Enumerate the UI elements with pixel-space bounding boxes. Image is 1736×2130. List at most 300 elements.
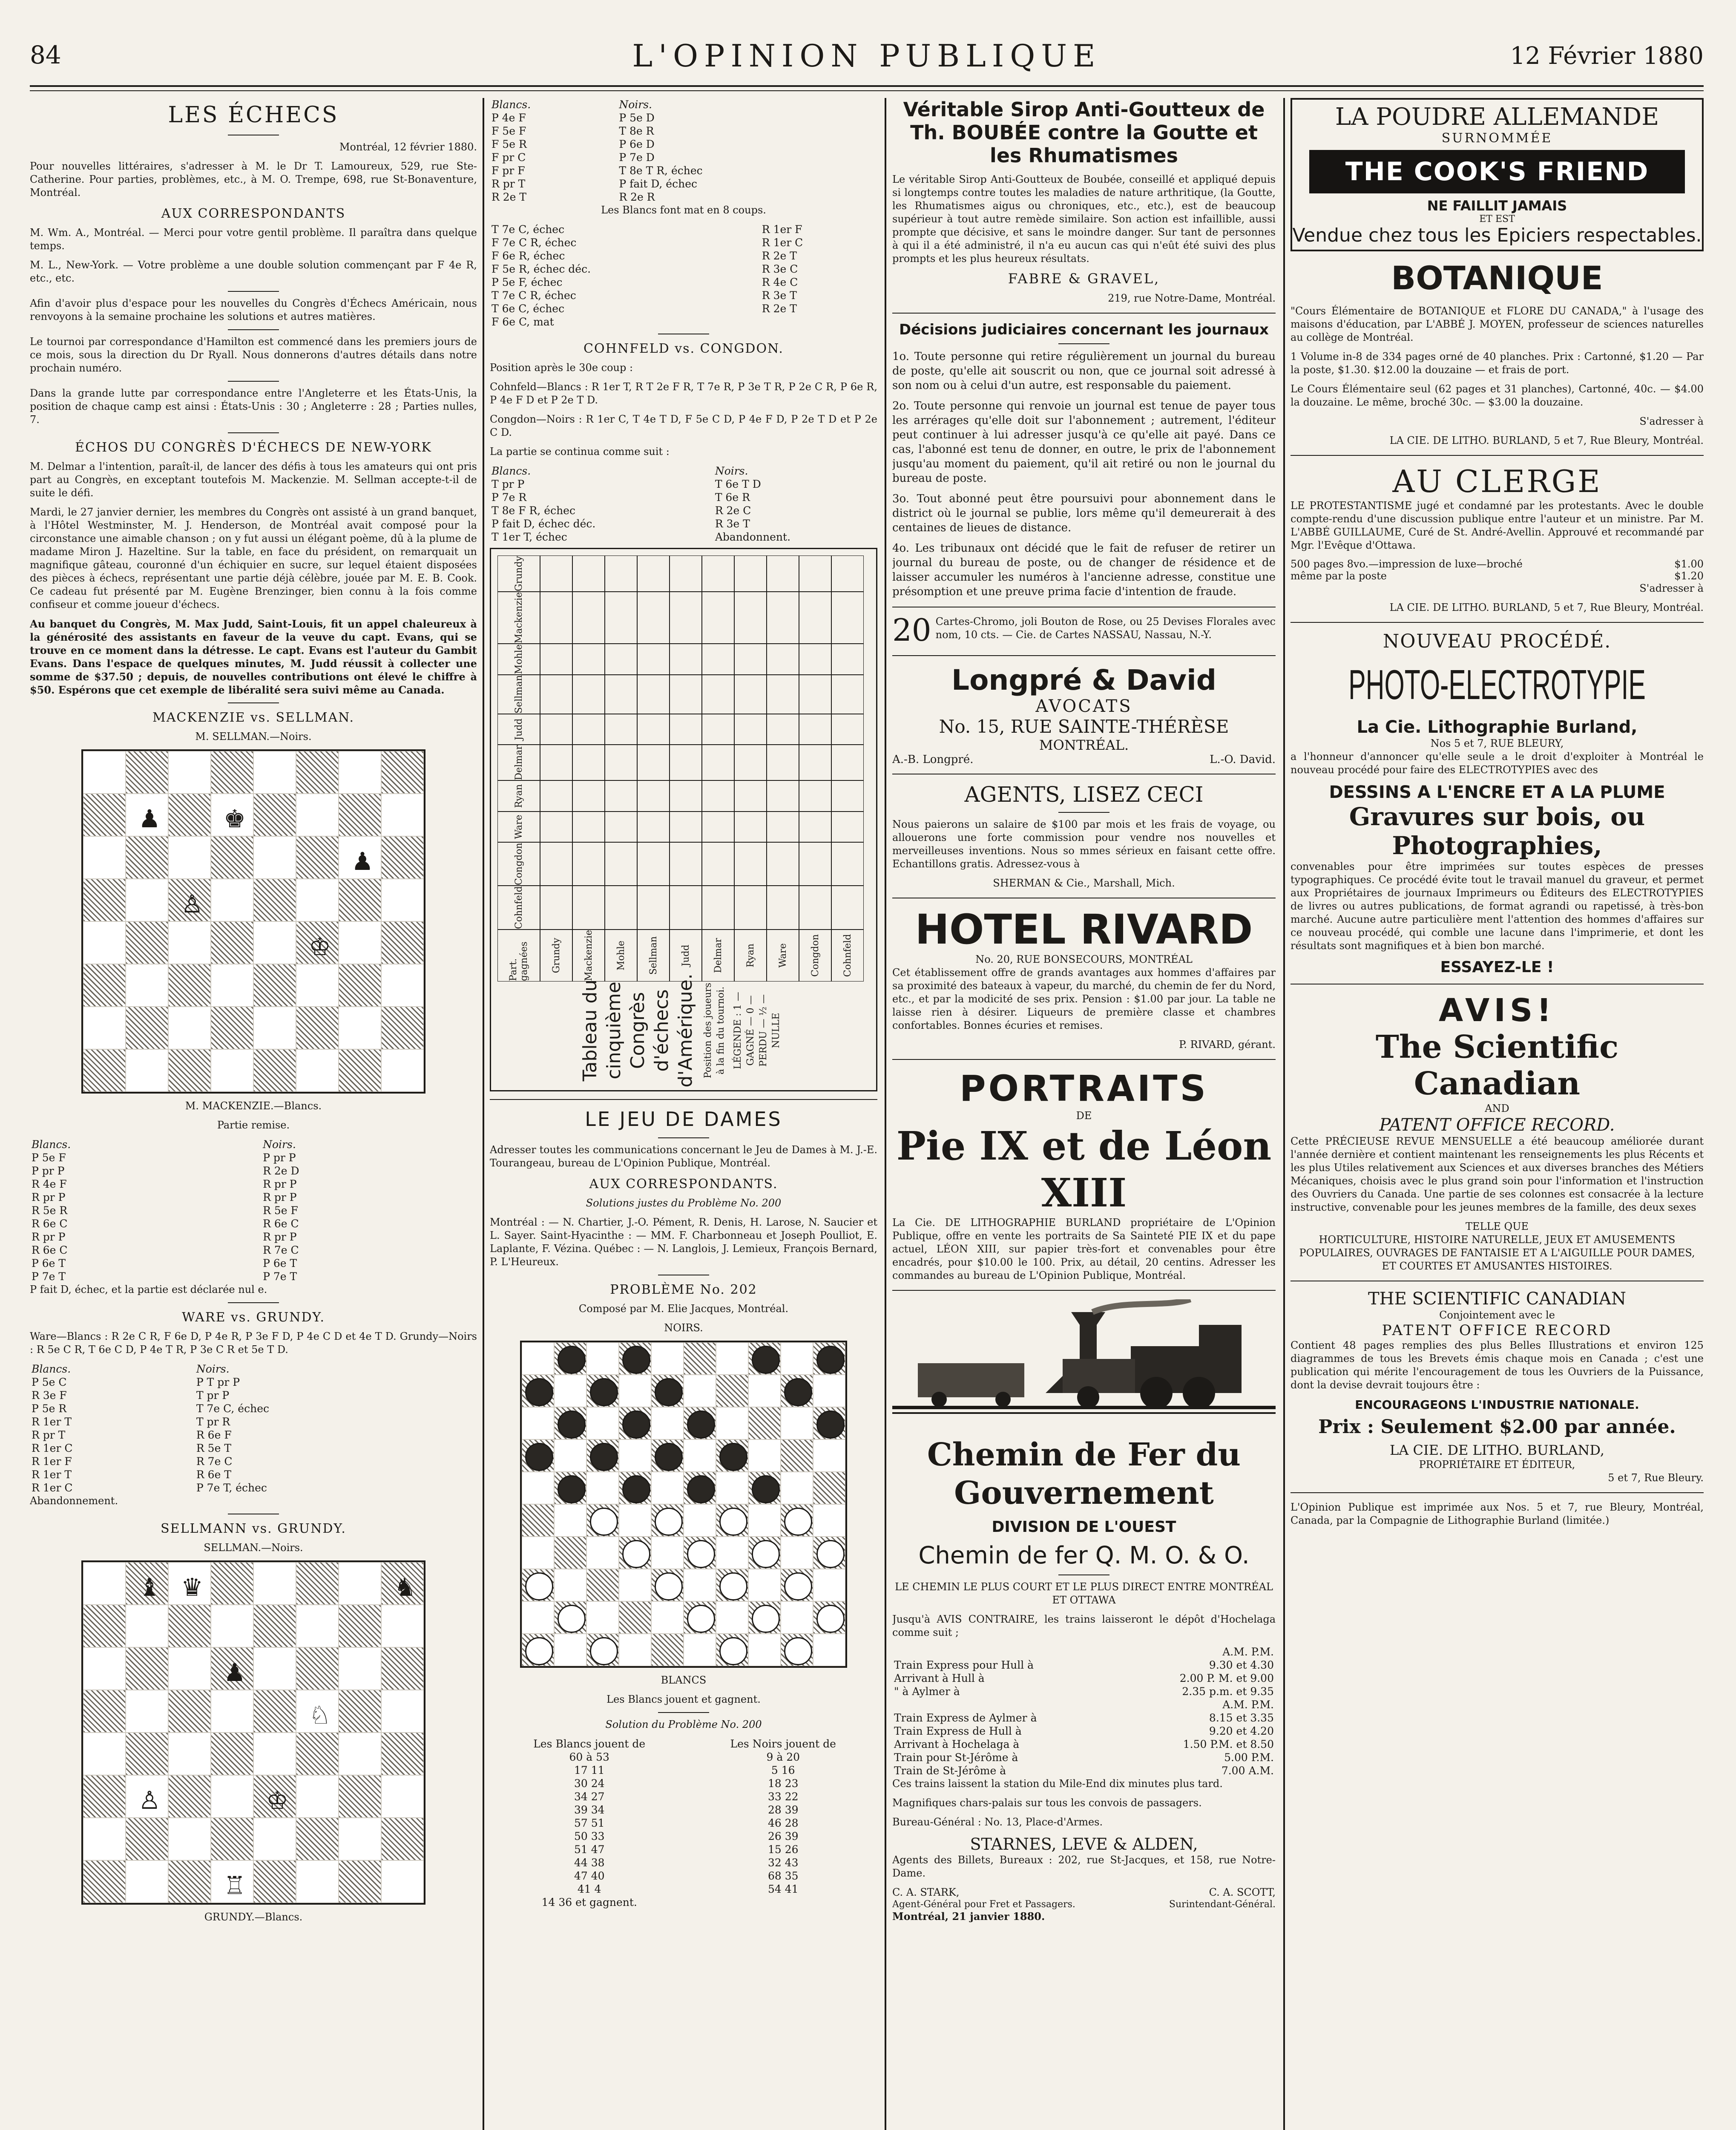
- board-square: [781, 1342, 813, 1375]
- board-square: [781, 1375, 813, 1407]
- board-square: [586, 1342, 619, 1375]
- schedule-label: Train Express de Aylmer à: [894, 1712, 1037, 1724]
- white-checker-icon: [622, 1540, 650, 1568]
- board-square: [813, 1504, 845, 1537]
- price-value: $1.00: [1674, 558, 1704, 570]
- score-cell: [605, 675, 637, 714]
- black-checker-icon: [525, 1378, 553, 1406]
- chess-intro: Pour nouvelles littéraires, s'adresser à M. le Dr T. Lamoureux, 529, rue Ste-Catherine. Pour parties, problèmes, etc., à M. O. Trempe, 698, rue St-Bonaventure, Montréal.: [30, 160, 477, 199]
- gravures-title: Gravures sur bois, ou Photographies,: [1349, 802, 1645, 860]
- solution-row: [490, 1882, 877, 1896]
- solution-move: 57 51: [574, 1817, 605, 1829]
- score-cell: [767, 592, 799, 644]
- game-position: La partie se continua comme suit :: [490, 446, 670, 458]
- player-header: Mackenzie: [497, 592, 540, 644]
- clerge-text: LE PROTESTANTISME jugé et condamné par les protestants. Avec le double compte-rendu d'une discussion publique entre l'auteur et un ministre. Par M. L'ABBÉ GUILLAUME, Curé de St. André-Avellin. Approuvé et recommandé par Mgr. l'Evêque d'Ottawa.: [1291, 500, 1704, 551]
- moves-table: [30, 1362, 477, 1494]
- board-square: [586, 1504, 619, 1537]
- score-cell: [637, 592, 670, 644]
- board-square: [748, 1634, 781, 1666]
- schedule-time: 9.30 et 4.30: [1209, 1659, 1274, 1671]
- solution-move: 34 27: [574, 1790, 605, 1803]
- move: T 8e R: [619, 125, 654, 137]
- move: R 5e F: [263, 1204, 298, 1217]
- conjointement: Conjointement avec le: [1439, 1309, 1555, 1321]
- score-cell: [734, 556, 767, 592]
- solution-move: 14 36 et gagnent.: [541, 1896, 637, 1908]
- score-cell: [670, 842, 702, 886]
- partner-name: L.-O. David.: [1210, 753, 1276, 766]
- solution-row: [490, 1896, 877, 1909]
- chess-heading: LES ÉCHECS: [168, 102, 339, 128]
- move: P 7e D: [619, 151, 655, 164]
- games-column: [490, 98, 877, 2130]
- solution-move: 28 39: [767, 1804, 799, 1816]
- longpre-subtitle: AVOCATS: [1035, 697, 1132, 716]
- move: R 6e C: [32, 1244, 68, 1256]
- board-square: [813, 1634, 845, 1666]
- white-checker-icon: [590, 1637, 618, 1665]
- divider: [658, 1137, 709, 1138]
- score-cell: [540, 675, 572, 714]
- board-square: [748, 1407, 781, 1439]
- score-cell: [670, 780, 702, 811]
- move: R 5e R: [32, 1204, 68, 1217]
- railway-route: LE CHEMIN LE PLUS COURT ET LE PLUS DIRECT ENTRE MONTRÉAL ET OTTAWA: [895, 1581, 1273, 1606]
- board-square: [781, 1601, 813, 1634]
- decision-3: 3o. Tout abonné peut être poursuivi pour abonnement dans le district où le journal se publie, lors même qu'il demeurerait à des centaines de lieues de distance.: [892, 492, 1276, 534]
- moves-table: [490, 464, 877, 544]
- board-square: [716, 1634, 748, 1666]
- schedule-row: [892, 1711, 1276, 1724]
- white-pawn-icon: ♙: [181, 889, 203, 918]
- board-square: [651, 1472, 684, 1504]
- black-checker-icon: [622, 1410, 650, 1438]
- board-square: [651, 1375, 684, 1407]
- divider: [1058, 812, 1109, 813]
- black-checker-icon: [687, 1475, 715, 1503]
- solution-row: [490, 1750, 877, 1764]
- board-square: [748, 1504, 781, 1537]
- score-cell: [572, 780, 605, 811]
- score-cell: [767, 556, 799, 592]
- decision-2: 2o. Toute personne qui renvoie un journal est tenue de payer tous les arrérages qu'elle doit sur l'abonnement ; autrement, l'éditeur peut continuer à lui adresser jusqu'à ce qu'elle ait payé. Dans ce cas, l'abonné est tenu de donner, en outre, le prix de l'abonnement jusqu'au moment du paiement, qu'il ait retiré ou non le journal du bureau de poste.: [892, 400, 1276, 485]
- score-cell: [605, 714, 637, 745]
- board-square: [684, 1439, 716, 1472]
- move: R 6e T: [196, 1468, 231, 1481]
- clerge-address-label: S'adresser à: [1639, 582, 1704, 594]
- move: R 1er F: [32, 1455, 72, 1468]
- black-checker-icon: [622, 1475, 650, 1503]
- solution-row: [490, 1777, 877, 1790]
- board-square: [684, 1504, 716, 1537]
- board-squares: [83, 1562, 424, 1903]
- white-checker-icon: [590, 1508, 618, 1535]
- board-square: [554, 1342, 586, 1375]
- train-note: Ces trains laissent la station du Mile-End dix minutes plus tard.: [892, 1778, 1223, 1790]
- schedule-time: 8.15 et 3.35: [1209, 1712, 1274, 1724]
- botanique-title: BOTANIQUE: [1391, 259, 1603, 297]
- move: T 7e C, échec: [196, 1402, 269, 1415]
- white-checker-icon: [687, 1605, 715, 1632]
- board-square: [684, 1472, 716, 1504]
- player-name: Ryan: [734, 930, 767, 982]
- player-header: Congdon: [497, 842, 540, 886]
- black-header: Noirs.: [715, 465, 748, 477]
- solution-move: 68 35: [767, 1870, 799, 1882]
- score-cell: [670, 886, 702, 930]
- player-name: Mohle: [605, 930, 637, 982]
- advertising-column-right: [1291, 98, 1704, 2130]
- board-square: [522, 1439, 554, 1472]
- move: P pr P: [263, 1151, 296, 1164]
- score-cell: [670, 592, 702, 644]
- move: R 6e C: [263, 1218, 299, 1230]
- white-king-icon: ♔: [266, 1786, 288, 1815]
- solvers-list: Montréal : — N. Chartier, J.-O. Pément, R. Denis, H. Larose, N. Saucier et L. Sayer. Saint-Hyacinthe : — MM. F. Charbonneau et Joseph Poulliot, E. Laplante, F. Vézina. Québec : — N. Langlois, J. Lemieux, François Bernard, P. L'Heureux.: [490, 1216, 877, 1268]
- board-square: [554, 1634, 586, 1666]
- score-cell: [670, 644, 702, 674]
- poudre-faillit: NE FAILLIT JAMAIS: [1427, 198, 1567, 214]
- white-checker-icon: [687, 1540, 715, 1568]
- black-player: SELLMAN.—Noirs.: [204, 1542, 303, 1554]
- botanique-text: 1 Volume in-8 de 334 pages orné de 40 planches. Prix : Cartonné, $1.20 — Par la poste, $1.30. $12.00 la douzaine — et frais de port.: [1291, 351, 1704, 376]
- score-cell: [670, 556, 702, 592]
- move: P 7e T: [263, 1270, 297, 1283]
- score-cell: [734, 714, 767, 745]
- score-cell: [767, 714, 799, 745]
- score-cell: [540, 886, 572, 930]
- score-cell: [831, 675, 864, 714]
- board-square: [813, 1601, 845, 1634]
- player-header: Ryan: [497, 780, 540, 811]
- clerge-price: [1291, 558, 1704, 570]
- official-title: Agent-Général pour Fret et Passagers.: [892, 1899, 1075, 1910]
- black-pawn-icon: ♟: [351, 847, 374, 876]
- score-cell: [572, 745, 605, 780]
- white-checker-icon: [752, 1540, 779, 1568]
- player-header: Delmar: [497, 745, 540, 780]
- black-queen-icon: ♛: [181, 1573, 203, 1602]
- cartes-text: Cartes-Chromo, joli Bouton de Rose, ou 25 Devises Florales avec nom, 10 cts. — Cie. de Cartes NASSAU, Nassau, N.-Y.: [935, 616, 1276, 641]
- agents-text: Nous paierons un salaire de $100 par mois et les frais de voyage, ou allouerons une forte commission pour vendre nos nouvelles et merveilleuses inventions. Nous so mmes sérieux en faisant cette offre. Echantillons gratis. Adressez-vous à: [892, 818, 1276, 870]
- photo-electrotypie-title: PHOTO-ELECTROTYPIE: [1348, 661, 1646, 708]
- divider: [228, 1302, 279, 1303]
- score-cell: [799, 592, 831, 644]
- score-cell: [799, 812, 831, 842]
- score-cell: [637, 842, 670, 886]
- move: P 5e D: [619, 112, 655, 124]
- solution-row: [490, 1856, 877, 1869]
- black-checker-icon: [558, 1475, 585, 1503]
- board-squares: [522, 1342, 845, 1666]
- header-rule-thin: [30, 90, 1704, 91]
- white-checker-icon: [525, 1572, 553, 1600]
- score-cell: [831, 592, 864, 644]
- solution-row: [490, 1803, 877, 1816]
- divider: [228, 702, 279, 703]
- move: T 1er T, échec: [491, 531, 567, 543]
- official-title: Surintendant-Général.: [1169, 1899, 1276, 1910]
- white-checker-icon: [719, 1508, 747, 1535]
- agents-signature: SHERMAN & Cie., Marshall, Mich.: [993, 877, 1175, 889]
- schedule-label: Train de St-Jérôme à: [894, 1764, 1006, 1777]
- moves-table: [30, 1138, 477, 1283]
- masthead: [30, 40, 1704, 75]
- schedule-row: [892, 1764, 1276, 1777]
- board-square: [619, 1472, 651, 1504]
- move: F 7e C R, échec: [491, 236, 577, 249]
- botanique-signature: LA CIE. DE LITHO. BURLAND, 5 et 7, Rue Bleury, Montréal.: [1389, 435, 1704, 446]
- portraits-de: DE: [1076, 1110, 1092, 1122]
- poudre-surnommee: SURNOMMÉE: [1441, 131, 1553, 146]
- move: T pr P: [491, 478, 525, 490]
- solution-move: [689, 1896, 878, 1909]
- board-square: [684, 1537, 716, 1569]
- divider: [490, 1099, 877, 1100]
- cartes-number: 20: [892, 612, 931, 648]
- black-label: NOIRS.: [664, 1322, 703, 1334]
- board-square: [716, 1342, 748, 1375]
- white-rook-icon: ♖: [224, 1871, 246, 1900]
- score-cell: [605, 556, 637, 592]
- move: R 1er T: [32, 1416, 72, 1428]
- score-grid: [497, 556, 864, 982]
- move: R 6e F: [196, 1429, 232, 1441]
- solution-move: 51 47: [574, 1843, 605, 1856]
- white-player: GRUNDY.—Blancs.: [204, 1911, 303, 1923]
- board-square: [619, 1634, 651, 1666]
- black-checker-icon: [558, 1410, 585, 1438]
- move: P 6e D: [619, 138, 655, 150]
- photo-text: a l'honneur d'annoncer qu'elle seule a le droit d'exploiter à Montréal le nouveau procédé pour faire des ELECTROTYPIES avec des: [1291, 751, 1704, 776]
- black-checker-icon: [558, 1346, 585, 1373]
- move: P fait D, échec: [619, 178, 697, 190]
- board-square: [619, 1504, 651, 1537]
- score-cell: [799, 842, 831, 886]
- move: P pr P: [32, 1165, 65, 1177]
- chess-paragraph: Afin d'avoir plus d'espace pour les nouvelles du Congrès d'Échecs Américain, nous renvoyons à la semaine prochaine les solutions et autres matières.: [30, 297, 477, 322]
- white-header: Blancs.: [491, 465, 531, 477]
- black-king-icon: ♚: [224, 804, 246, 833]
- score-cell: [572, 714, 605, 745]
- partner-name: A.-B. Longpré.: [892, 753, 974, 766]
- score-cell: [702, 886, 734, 930]
- score-cell: [734, 592, 767, 644]
- score-cell: [799, 714, 831, 745]
- board-square: [651, 1601, 684, 1634]
- board-square: [813, 1375, 845, 1407]
- score-cell: [572, 812, 605, 842]
- divider: [228, 291, 279, 292]
- score-cell: [734, 842, 767, 886]
- score-cell: [702, 714, 734, 745]
- board-square: [586, 1439, 619, 1472]
- score-cell: [637, 714, 670, 745]
- board-square: [522, 1601, 554, 1634]
- score-cell: [799, 675, 831, 714]
- solution-row: [490, 1816, 877, 1830]
- schedule-row: [892, 1724, 1276, 1738]
- black-checker-icon: [784, 1378, 812, 1406]
- board-square: [813, 1537, 845, 1569]
- portraits-names: Pie IX et de Léon XIII: [896, 1123, 1272, 1216]
- locomotive-icon: [892, 1299, 1276, 1427]
- decision-4: 4o. Les tribunaux ont décidé que le fait de refuser de retirer un journal du bureau de poste, ou de changer de résidence et de laisser accumuler les numéros à l'ancienne adresse, constitue une présomption et une preuve prima facie d'intention de fraude.: [892, 542, 1276, 598]
- black-player: M. SELLMAN.—Noirs.: [195, 731, 312, 743]
- chess-paragraph: Dans la grande lutte par correspondance entre l'Angleterre et les États-Unis, la position de chaque camp est ainsi : États-Unis : 30 ; Angleterre : 28 ; Parties nulles, 7.: [30, 387, 477, 426]
- move: T 7e C, échec: [491, 223, 565, 236]
- chess-paragraph: Le tournoi par correspondance d'Hamilton est commencé dans les premiers jours de ce mois, sous la direction du Dr Ryall. Nous donnerons d'autres détails dans notre prochain numéro.: [30, 336, 477, 374]
- score-cell: [540, 592, 572, 644]
- schedule-label: Arrivant à Hochelaga à: [894, 1738, 1020, 1750]
- solution-move: 46 28: [767, 1817, 799, 1829]
- essayez: ESSAYEZ-LE !: [1440, 958, 1554, 976]
- botanique-text: Le Cours Élémentaire seul (62 pages et 31 planches), Cartonné, 40c. — $4.00 la douzaine. Le même, broché 30c. — $3.00 la douzaine.: [1291, 383, 1704, 408]
- patent-record: PATENT OFFICE RECORD: [1382, 1322, 1612, 1339]
- solution-move: 32 43: [767, 1857, 799, 1869]
- board-square: [651, 1634, 684, 1666]
- schedule-time: 9.20 et 4.20: [1209, 1725, 1274, 1737]
- correspondents-heading: AUX CORRESPONDANTS.: [589, 1177, 778, 1192]
- schedule-time: 2.00 P. M. et 9.00: [1179, 1672, 1274, 1684]
- move: T 8e T R, échec: [619, 164, 703, 177]
- score-cell: [767, 886, 799, 930]
- black-checker-icon: [816, 1346, 844, 1373]
- decisions-title: Décisions judiciaires concernant les journaux: [899, 321, 1269, 338]
- score-cell: [540, 812, 572, 842]
- score-cell: [540, 644, 572, 674]
- railway-notice: Jusqu'à AVIS CONTRAIRE, les trains laisseront le dépôt d'Hochelaga comme suit ;: [892, 1613, 1276, 1638]
- move: R 2e R: [619, 191, 655, 203]
- solution-move: 39 34: [574, 1804, 605, 1816]
- board-square: [748, 1472, 781, 1504]
- move: R 2e D: [263, 1165, 299, 1177]
- congress-heading: ÉCHOS DU CONGRÈS D'ÉCHECS DE NEW-YORK: [75, 440, 432, 455]
- board-square: [781, 1634, 813, 1666]
- schedule-time: 2.35 p.m. et 9.35: [1182, 1685, 1274, 1698]
- clerge-title: AU CLERGE: [1392, 463, 1602, 499]
- move: R 4e F: [32, 1178, 67, 1190]
- schedule-label: [892, 1645, 1122, 1658]
- black-bishop-icon: ♝: [138, 1573, 161, 1602]
- score-cell: [637, 745, 670, 780]
- solution-move: 5 16: [771, 1764, 795, 1776]
- board-square: [651, 1504, 684, 1537]
- patent-title: PATENT OFFICE RECORD.: [1379, 1115, 1615, 1135]
- schedule-row: [892, 1685, 1276, 1698]
- score-cell: [572, 556, 605, 592]
- move: R 1er C: [32, 1442, 73, 1454]
- price-label: même par la poste: [1291, 570, 1387, 582]
- white-pawn-icon: ♙: [138, 1786, 161, 1815]
- board-square: [619, 1407, 651, 1439]
- score-cell: [702, 644, 734, 674]
- move: R 3e C: [762, 263, 798, 275]
- player-header: Mohle: [497, 644, 540, 674]
- white-header: Blancs.: [32, 1138, 71, 1151]
- problem-author: Composé par M. Elie Jacques, Montréal.: [578, 1303, 789, 1315]
- schedule-label: " à Aylmer à: [894, 1685, 960, 1698]
- white-header: Les Blancs jouent de: [533, 1738, 646, 1750]
- sirop-title: Véritable Sirop Anti-Goutteux de Th. BOUBÉE contre la Goutte et les Rhumatismes: [903, 98, 1265, 167]
- poudre-vendue: Vendue chez tous les Epiciers respectables.: [1292, 225, 1702, 246]
- score-cell: [767, 780, 799, 811]
- move: R pr P: [32, 1191, 66, 1203]
- price-line: Prix : Seulement $2.00 par année.: [1318, 1416, 1676, 1438]
- black-header: Noirs.: [619, 98, 652, 111]
- chess-paragraph: Au banquet du Congrès, M. Max Judd, Saint-Louis, fit un appel chaleureux à la générosité des assistants en faveur de la veuve du capt. Evans, qui se trouve en ce moment dans la détresse. Le capt. Evans est l'auteur du Gambit Evans. Dans l'espace de quelques minutes, M. Judd réussit à collecter une somme de $37.50 ; depuis, de nouvelles contributions ont élevé le chiffre à $50. Espérons que cet exemple de libéralité sera suivi même au Canada.: [30, 618, 477, 696]
- schedule-label: Train Express pour Hull à: [894, 1659, 1034, 1671]
- correspondents-heading: AUX CORRESPONDANTS: [161, 206, 346, 221]
- schedule-time: 5.00 P.M.: [1224, 1751, 1274, 1764]
- board-square: [748, 1537, 781, 1569]
- board-square: [619, 1569, 651, 1601]
- white-checker-icon: [719, 1637, 747, 1665]
- move: P T pr P: [196, 1376, 240, 1388]
- white-header: Blancs.: [32, 1363, 71, 1375]
- board-square: [554, 1537, 586, 1569]
- white-checker-icon: [816, 1540, 844, 1568]
- railway-agents: STARNES, LEVE & ALDEN,: [970, 1835, 1198, 1854]
- move: P fait D, échec déc.: [491, 518, 596, 530]
- divider: [1291, 455, 1704, 456]
- move: R 4e C: [762, 276, 798, 288]
- railway-date: Montréal, 21 janvier 1880.: [892, 1910, 1045, 1923]
- board-square: [781, 1472, 813, 1504]
- game-position: Congdon—Noirs : R 1er C, T 4e T D, F 5e C D, P 4e F D, P 2e T D et P 2e C D.: [490, 413, 877, 438]
- board-square: [781, 1537, 813, 1569]
- score-cell: [734, 886, 767, 930]
- solution-table: [490, 1737, 877, 1909]
- move: F pr F: [491, 164, 525, 177]
- scientific-title: The Scientific Canadian: [1375, 1029, 1619, 1102]
- score-cell: [572, 592, 605, 644]
- board-square: [651, 1439, 684, 1472]
- score-cell: [734, 812, 767, 842]
- price-label: 500 pages 8vo.—impression de luxe—broché: [1291, 558, 1523, 570]
- cartes-ad: [892, 612, 1276, 648]
- player-header: Sellman: [497, 675, 540, 714]
- official-name: C. A. SCOTT,: [1209, 1886, 1276, 1898]
- score-cell: [540, 842, 572, 886]
- player-header: Judd: [497, 714, 540, 745]
- score-cell: [637, 812, 670, 842]
- photo-text: convenables pour être imprimées sur toutes espèces de presses typographiques. Ce procédé évite tout le travail manuel du graveur, et permet aux Propriétaires de journaux Imprimeurs ou Éditeurs des ELECTROTYPIES de livres ou autres publications, de format agrandi ou rapetissé, à très-bon marché. Aucune autre particulière ment l'attention des hommes d'affaires sur ce nouveau procédé, qui comble une lacune dans l'imprimerie, et dont les résultats sont magnifiques et à bien bon marché.: [1291, 861, 1704, 952]
- solutions-heading: Solutions justes du Problème No. 200: [586, 1197, 782, 1209]
- score-cell: [637, 675, 670, 714]
- score-cell: [767, 745, 799, 780]
- page-number: 84: [30, 40, 61, 69]
- board-square: [813, 1569, 845, 1601]
- score-cell: [605, 592, 637, 644]
- divider: [1291, 1492, 1704, 1493]
- moves-table: [490, 223, 877, 328]
- player-header: Ware: [497, 812, 540, 842]
- encourageons: ENCOURAGEONS L'INDUSTRIE NATIONALE.: [1355, 1398, 1639, 1412]
- schedule-row: [892, 1738, 1276, 1751]
- schedule-time: A.M. P.M.: [1222, 1646, 1274, 1658]
- game-position: Ware—Blancs : R 2e C R, F 6e D, P 4e R, P 3e F D, P 4e C D et 4e T D. Grundy—Noirs : R 5e C R, T 6e C D, P 4e T R, P 3e C R et 5e T D.: [30, 1330, 477, 1356]
- black-checker-icon: [752, 1475, 779, 1503]
- board-square: [684, 1634, 716, 1666]
- score-cell: [831, 644, 864, 674]
- longpre-address: No. 15, RUE SAINTE-THÉRÈSE: [939, 716, 1229, 737]
- solution-move: 15 26: [767, 1843, 799, 1856]
- division-title: DIVISION DE L'OUEST: [992, 1518, 1176, 1536]
- board-square: [522, 1504, 554, 1537]
- schedule-time: 7.00 A.M.: [1221, 1764, 1274, 1777]
